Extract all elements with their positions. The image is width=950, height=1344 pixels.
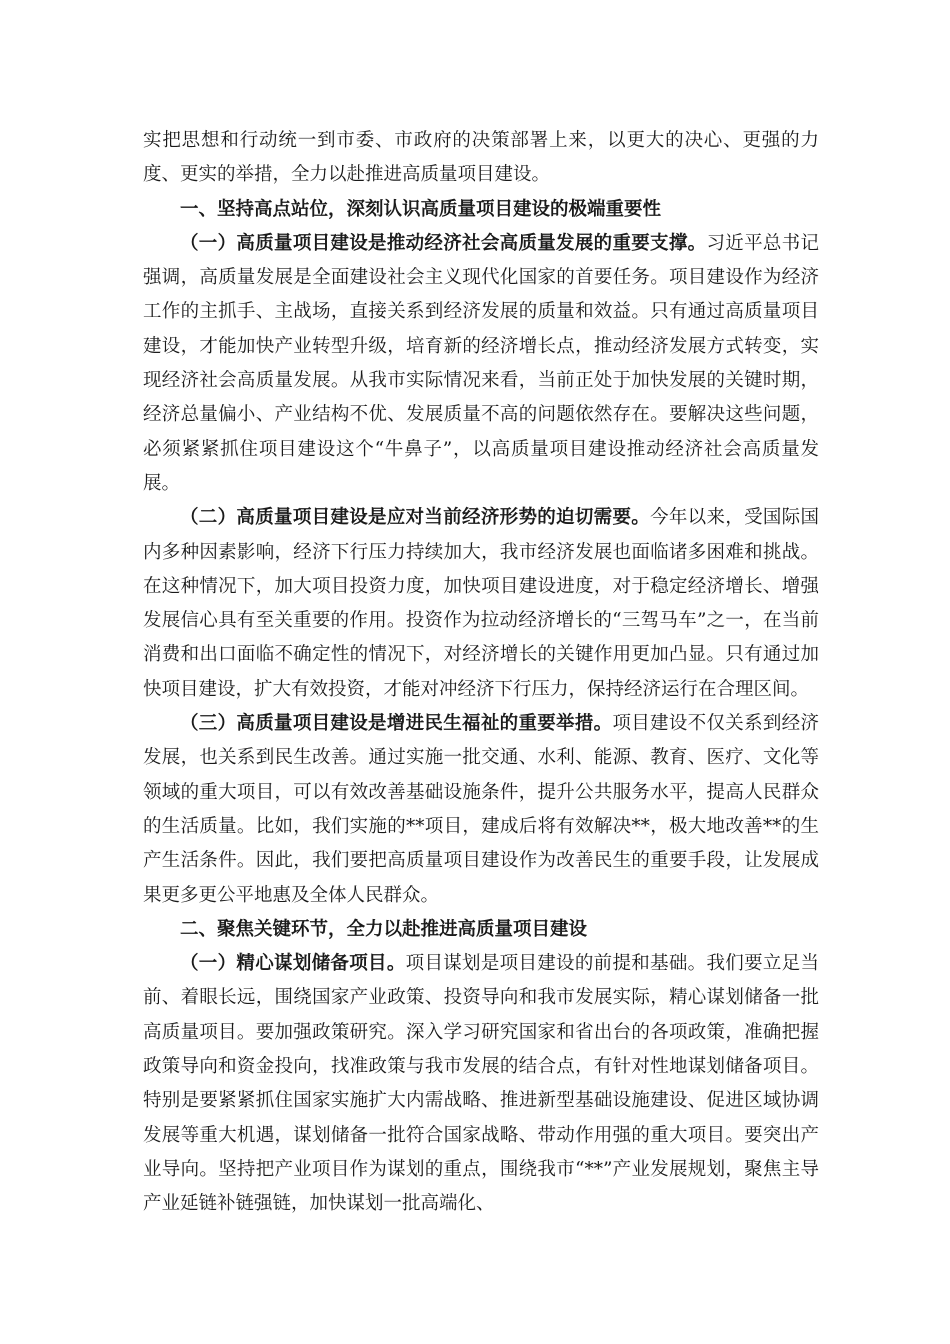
paragraph-1-2 (143, 501, 819, 707)
paragraph-continuation (143, 124, 819, 193)
paragraph-lead: （一）高质量项目建设是推动经济社会高质量发展的重要支撑。 (180, 232, 707, 254)
paragraph-lead: （一）精心谋划储备项目。 (180, 953, 406, 975)
paragraph-1-1 (143, 227, 819, 501)
heading-text: 一、坚持高点站位，深刻认识高质量项目建设的极端重要性 (180, 198, 662, 220)
paragraph-lead: （三）高质量项目建设是增进民生福祉的重要举措。 (180, 713, 613, 735)
document-body (143, 124, 819, 1222)
paragraph-2-1 (143, 947, 819, 1221)
paragraph-1-3 (143, 707, 819, 913)
heading-text: 二、聚焦关键环节，全力以赴推进高质量项目建设 (180, 918, 588, 940)
paragraph-text: 习近平总书记强调，高质量发展是全面建设社会主义现代化国家的首要任务。项目建设作为经济工作的主抓手、主战场，直接关系到经济发展的质量和效益。只有通过高质量项目建设，才能加快产业转型升级，培育新的经济增长点，推动经济发展方式转变，实现经济社会高质量发展。从我市实际情况来看，当前正处于加快发展的关键时期，经济总量偏小、产业结构不优、发展质量不高的问题依然存在。要解决这些问题，必须紧紧抓住项目建设这个“牛鼻子”，以高质量项目建设推动经济社会高质量发展。 (143, 232, 819, 494)
paragraph-text: 实把思想和行动统一到市委、市政府的决策部署上来，以更大的决心、更强的力度、更实的举措，全力以赴推进高质量项目建设。 (143, 130, 819, 186)
paragraph-text: 今年以来，受国际国内多种因素影响，经济下行压力持续加大，我市经济发展也面临诸多困难和挑战。在这种情况下，加大项目投资力度，加快项目建设进度，对于稳定经济增长、增强发展信心具有至关重要的作用。投资作为拉动经济增长的“三驾马车”之一，在当前消费和出口面临不确定性的情况下，对经济增长的关键作用更加凸显。只有通过加快项目建设，扩大有效投资，才能对冲经济下行压力，保持经济运行在合理区间。 (143, 507, 819, 700)
section-heading-2 (143, 913, 819, 947)
paragraph-text: 项目谋划是项目建设的前提和基础。我们要立足当前、着眼长远，围绕国家产业政策、投资导向和我市发展实际，精心谋划储备一批高质量项目。要加强政策研究。深入学习研究国家和省出台的各项政策，准确把握政策导向和资金投向，找准政策与我市发展的结合点，有针对性地谋划储备项目。特别是要紧紧抓住国家实施扩大内需战略、推进新型基础设施建设、促进区域协调发展等重大机遇，谋划储备一批符合国家战略、带动作用强的重大项目。要突出产业导向。坚持把产业项目作为谋划的重点，围绕我市“**”产业发展规划，聚焦主导产业延链补链强链，加快谋划一批高端化、 (143, 953, 819, 1215)
paragraph-lead: （二）高质量项目建设是应对当前经济形势的迫切需要。 (180, 507, 651, 529)
section-heading-1 (143, 193, 819, 227)
paragraph-text: 项目建设不仅关系到经济发展，也关系到民生改善。通过实施一批交通、水利、能源、教育、医疗、文化等领域的重大项目，可以有效改善基础设施条件，提升公共服务水平，提高人民群众的生活质量。比如，我们实施的**项目，建成后将有效解决**，极大地改善**的生产生活条件。因此，我们要把高质量项目建设作为改善民生的重要手段，让发展成果更多更公平地惠及全体人民群众。 (143, 713, 819, 906)
